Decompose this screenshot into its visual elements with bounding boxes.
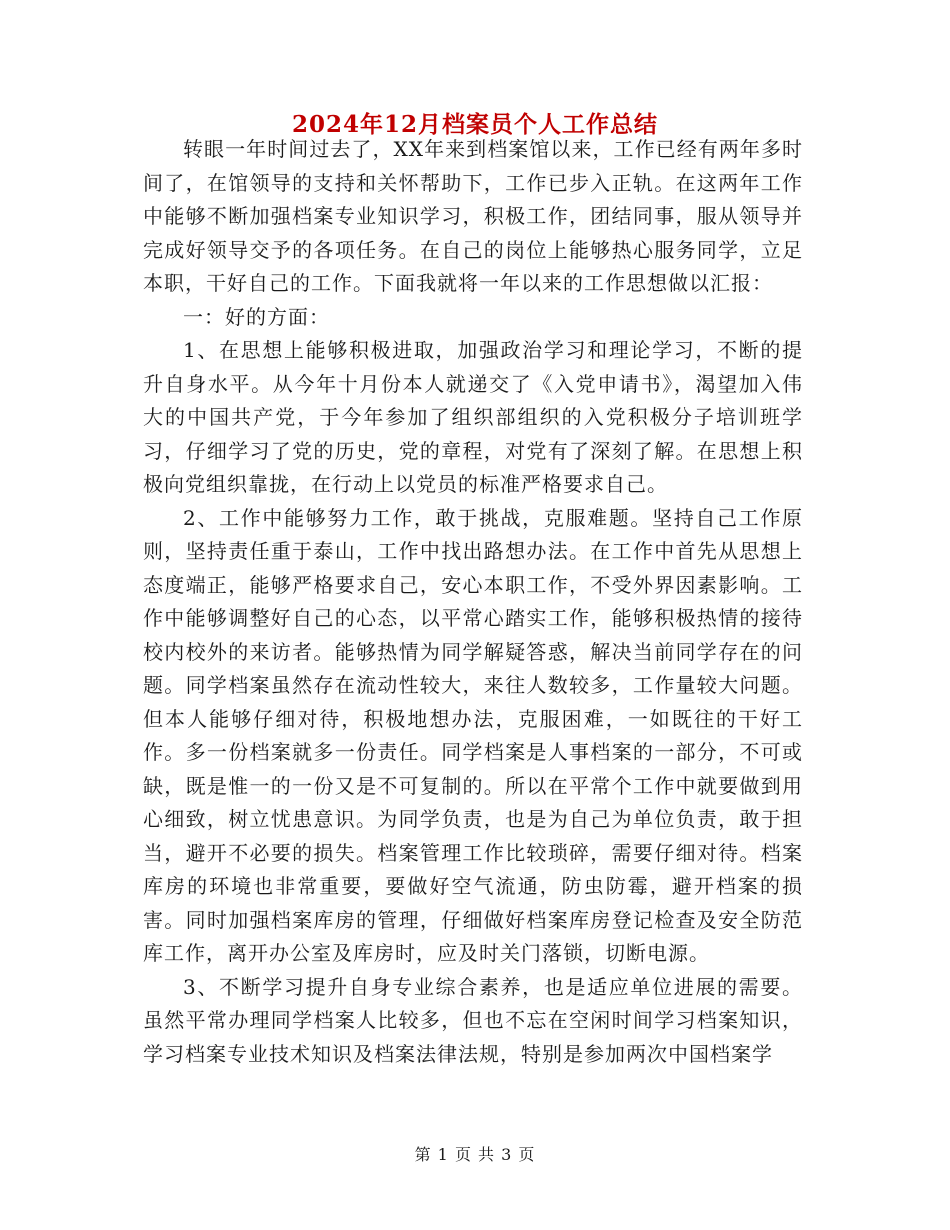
paragraph-point-2: 2、工作中能够努力工作，敢于挑战，克服难题。坚持自己工作原则，坚持责任重于泰山，工作中找出路想办法。在工作中首先从思想上态度端正，能够严格要求自己，安心本职工作，不受外界因素影响。工作中能够调整好自己的心态，以平常心踏实工作，能够积极热情的接待校内校外的来访者。能够热情为同学解疑答惑，解决当前同学存在的问题。同学档案虽然存在流动性较大，来往人数较多，工作量较大问题。但本人能够仔细对待，积极地想办法，克服困难，一如既往的干好工作。多一份档案就多一份责任。同学档案是人事档案的一部分，不可或缺，既是惟一的一份又是不可复制的。所以在平常个工作中就要做到用心细致，树立忧患意识。为同学负责，也是为自己为单位负责，敢于担当，避开不必要的损失。档案管理工作比较琐碎，需要仔细对待。档案库房的环境也非常重要，要做好空气流通，防虫防霉，避开档案的损害。同时加强档案库房的管理，仔细做好档案库房登记检查及安全防范库工作，离开办公室及库房时，应及时关门落锁，切断电源。 — [143, 505, 803, 965]
footer-mid: 页 共 — [454, 1145, 496, 1164]
document-body — [143, 133, 803, 1071]
document-title: 2024年12月档案员个人工作总结 — [291, 111, 659, 138]
footer-suffix: 页 — [518, 1145, 536, 1164]
footer-total-pages: 3 — [501, 1145, 513, 1164]
paragraph-point-1: 1、在思想上能够积极进取，加强政治学习和理论学习，不断的提升自身水平。从今年十月份本人就递交了《入党申请书》，渴望加入伟大的中国共产党，于今年参加了组织部组织的入党积极分子培训班学习，仔细学习了党的历史，党的章程，对党有了深刻了解。在思想上积极向党组织靠拢，在行动上以党员的标准严格要求自己。 — [143, 338, 803, 496]
paragraph-intro: 转眼一年时间过去了，XX年来到档案馆以来，工作已经有两年多时间了，在馆领导的支持和关怀帮助下，工作已步入正轨。在这两年工作中能够不断加强档案专业知识学习，积极工作，团结同事，服从领导并完成好领导交予的各项任务。在自己的岗位上能够热心服务同学，立足本职，干好自己的工作。下面我就将一年以来的工作思想做以汇报： — [143, 137, 803, 295]
page-footer — [0, 1143, 950, 1167]
paragraph-point-3: 3、不断学习提升自身专业综合素养，也是适应单位进展的需要。虽然平常办理同学档案人比较多，但也不忘在空闲时间学习档案知识，学习档案专业技术知识及档案法律法规，特别是参加两次中国档案学 — [143, 974, 803, 1066]
footer-prefix: 第 — [414, 1145, 432, 1164]
footer-current-page: 1 — [437, 1145, 449, 1164]
paragraph-section-heading: 一：好的方面： — [183, 304, 330, 329]
